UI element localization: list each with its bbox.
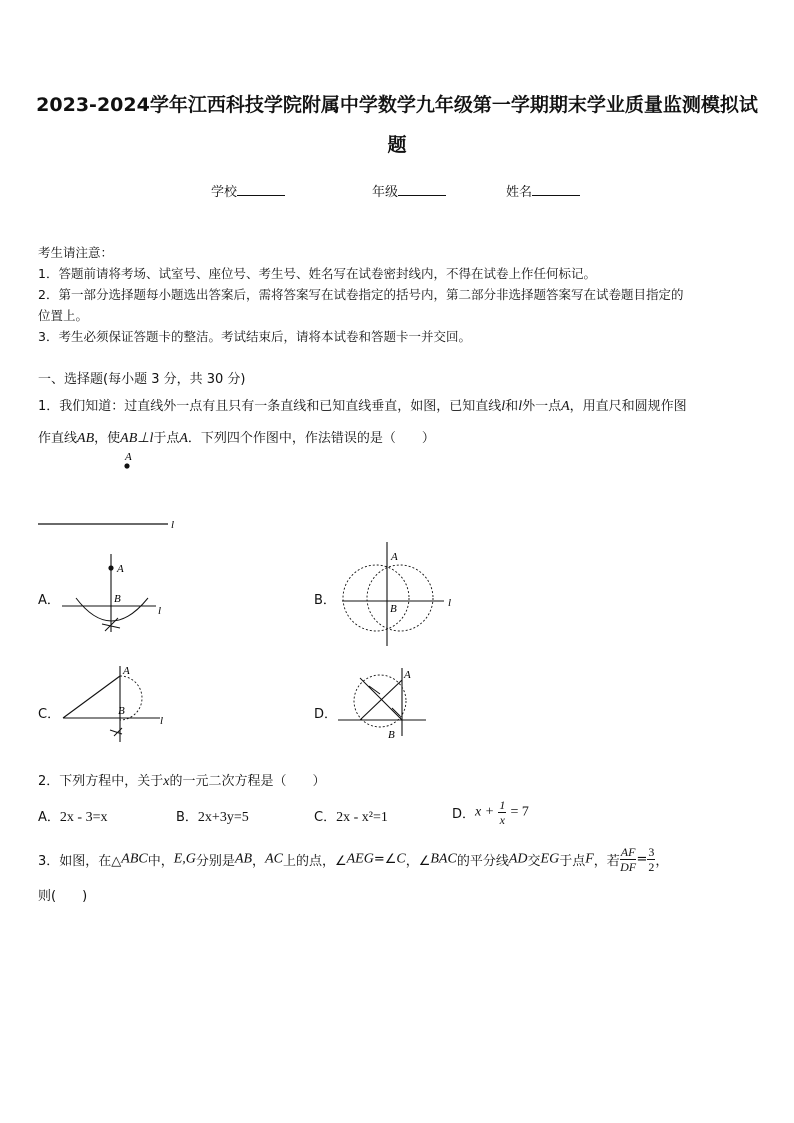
q3-fraction-3-2: $\frac{3}{2}$ [648, 845, 655, 874]
notice-heading: 考生请注意： [38, 245, 114, 260]
svg-text:l: l [158, 605, 162, 617]
q1-option-c-figure [58, 662, 178, 748]
q2-option-a[interactable]: A．2x - 3=x [38, 810, 108, 825]
section-heading: 一、选择题(每小题 3 分，共 30 分) [38, 372, 246, 387]
q3-stem: 3．如图，在△ABC中，E,G分别是AB，AC上的点，∠AEG=∠C，∠BAC的平分线AD交EG于点F，若 $\frac{AF}{DF}$ = $\frac{3}{2}$ ， [38, 845, 669, 874]
page-title-line1: 2023-2024学年江西科技学院附属中学数学九年级第一学期期末学业质量监测模拟试 [36, 94, 758, 116]
grade-label: 年级 [372, 185, 399, 200]
q1-option-c[interactable]: C． [38, 707, 61, 722]
line-l-label: l [171, 519, 175, 531]
q2-stem: 2．下列方程中，关于x的一元二次方程是（ ） [38, 774, 326, 789]
q1-option-b[interactable]: B． [314, 593, 336, 608]
svg-text:A: A [123, 665, 130, 677]
q1-figure [30, 448, 200, 538]
svg-text:A: A [391, 551, 398, 563]
svg-text:B: B [114, 593, 121, 605]
q3-line2: 则( ) [38, 889, 88, 904]
svg-text:B: B [390, 603, 397, 615]
svg-text:B: B [118, 705, 125, 717]
q1-option-d[interactable]: D． [314, 707, 338, 722]
notice-item: 位置上。 [38, 308, 89, 323]
school-field[interactable] [211, 181, 285, 200]
svg-text:A: A [117, 563, 124, 575]
svg-text:l: l [160, 715, 164, 727]
school-blank[interactable] [237, 183, 285, 196]
q2-option-c[interactable]: C．2x - x²=1 [314, 810, 388, 825]
svg-text:A: A [404, 669, 411, 681]
grade-blank[interactable] [398, 183, 446, 196]
name-blank[interactable] [532, 183, 580, 196]
page-title-line2: 题 [387, 134, 407, 156]
q3-fraction-af-df: $\frac{AF}{DF}$ [620, 845, 637, 874]
q2-option-b[interactable]: B．2x+3y=5 [176, 810, 249, 825]
point-a-label: A [125, 451, 132, 463]
q1-option-a-figure [58, 548, 178, 638]
svg-text:B: B [388, 729, 395, 741]
grade-field[interactable] [372, 181, 446, 200]
q1-line1: 1．我们知道：过直线外一点有且只有一条直线和已知直线垂直，如图，已知直线l和l外一点A，用直尺和圆规作图 [38, 399, 687, 414]
notice-block [38, 242, 768, 347]
q2-option-d[interactable]: D．x + $\frac{1}{x}$ = 7 [452, 798, 529, 827]
school-label: 学校 [211, 185, 238, 200]
notice-item: 1．答题前请将考场、试室号、座位号、考生号、姓名写在试卷密封线内，不得在试卷上作任何标记。 [38, 266, 596, 281]
svg-text:l: l [448, 597, 452, 609]
q1-option-d-figure [336, 664, 436, 744]
q1-line2: 作直线AB，使AB⊥l于点A．下列四个作图中，作法错误的是（ ） [38, 431, 435, 446]
notice-item: 3．考生必须保证答题卡的整洁。考试结束后，请将本试卷和答题卡一并交回。 [38, 329, 471, 344]
notice-item: 2．第一部分选择题每小题选出答案后，需将答案写在试卷指定的括号内，第二部分非选择题答案写在试卷题目指定的 [38, 287, 684, 302]
q1-option-a[interactable]: A． [38, 593, 60, 608]
q2-d-fraction: $\frac{1}{x}$ [499, 798, 506, 827]
q1-option-b-figure [336, 538, 466, 650]
name-field[interactable] [506, 181, 580, 200]
point-a-dot [124, 463, 129, 468]
name-label: 姓名 [506, 185, 533, 200]
